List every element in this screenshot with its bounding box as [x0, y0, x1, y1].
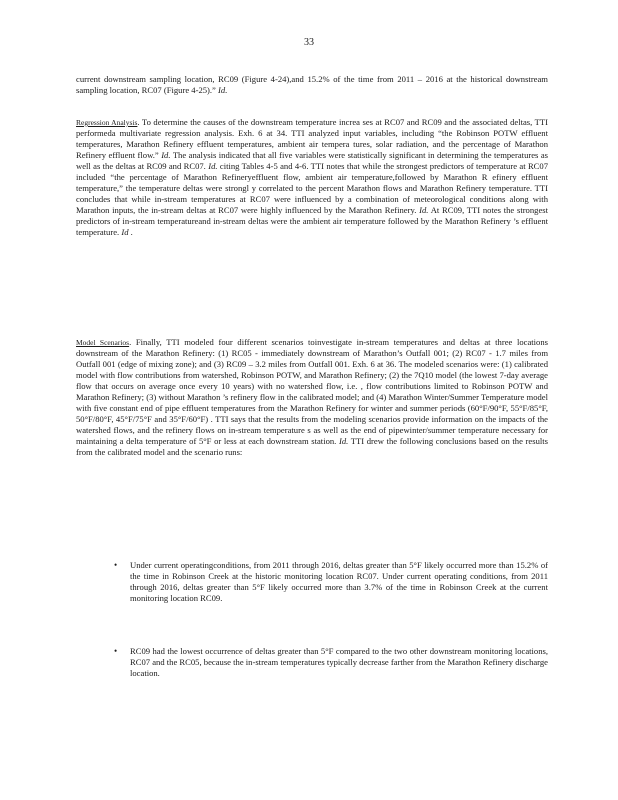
citation: Id. — [338, 436, 349, 446]
citation: Id — [121, 227, 129, 237]
list-item-text: RC09 had the lowest occurrence of deltas greater than 5°F compared to the two other downstream monitoring locations, RC07 and the RC05, because the in-stream temperatures typically decrease farther from the Marathon Refinery discharge location. — [130, 646, 548, 678]
paragraph-1 — [76, 74, 548, 96]
citation: Id. — [419, 205, 429, 215]
list-item-text: Under current operatingconditions, from 2011 through 2016, deltas greater than 5°F likely occurred more than 15.2% of the time in Robinson Creek at the historic monitoring location RC07. Under current operating conditions, from 2011 through 2016, deltas greater than 5°F likely occurred more than 3.7% of the time in Robinson Creek at the current monitoring location RC09. — [130, 560, 548, 603]
bullet-icon: • — [114, 560, 118, 570]
paragraph-text: The analysis indicated that all five variables were statistically significant in determining the temperatures as well as the deltas at RC09 and RC07. — [76, 150, 548, 171]
paragraph-regression-analysis — [76, 117, 548, 238]
paragraph-text: . Finally, TTI modeled four different scenarios toinvestigate in-stream temperatures and deltas at three locations downstream of the Marathon Refinery: (1) RC05 - immediately downstream of Marathon’s Outfall 001; (2) RC07 - 1.7 miles from Outfall 001 (edge of mixing zone); and (3) RC09 – 3.2 miles from Outfall 001. Exh. 6 at 36. The modeled scenarios were: (1) calibrated model with flow contributions from watershed, Robinson POTW, and Marathon Refinery; (2) the 7Q10 model (the lowest 7-day average flow that occurs on average once every 10 years) with no watershed flow, i.e. , flow contributions limited to Robinson POTW and Marathon Refinery; (3) without Marathon ’s refinery flow in the calibrated model; and (4) Marathon Winter/Summer Temperature model with five constant end of pipe effluent temperatures from the Marathon Refinery for winter and summer periods (60°F/90°F, 55°F/85°F, 50°F/80°F, 45°F/75°F and 35°F/60°F) . TTI says that the results from the modeling scenarios provide information on the impacts of the watershed flows, and the refinery flows on in-stream temperature s as well as the end of pipewinter/summer temperature necessary for maintaining a delta temperature of 5°F or less at each downstream station. — [76, 337, 548, 446]
section-heading: Regression Analysis — [76, 118, 138, 127]
bullet-icon: • — [114, 646, 118, 656]
paragraph-model-scenarios — [76, 337, 548, 458]
page-number: 33 — [304, 37, 314, 48]
citation: Id. — [208, 161, 218, 171]
paragraph-text: citing Tables 4-5 and 4-6. TTI notes that while the strongest predictors of temperature at RC07 included “the percentage of Marathon Refineryeffluent flow, ambient air temperature,followed by Marathon R efinery effluent temperature,” the temperature deltas were strongl y correlated to the percent Marathon flows and Marathon Refinery temperature. TTI concludes that while in-stream temperatures at RC07 were influenced by a combination of meteorological conditions along with Marathon inputs, the in-stream deltas at RC07 were highly influenced by the Marathon Refinery. — [76, 161, 548, 215]
citation: Id. — [161, 150, 171, 160]
paragraph-text: At RC09, TTI notes the strongest predictors of in-stream temperatureand in-stream deltas were the ambient air temperature followed by the Marathon Refinery ’s effluent temperature. — [76, 205, 548, 237]
citation: Id. — [218, 85, 228, 95]
list-item — [114, 646, 548, 679]
list-item — [114, 560, 548, 604]
section-heading: Model Scenarios — [76, 338, 130, 347]
paragraph-text: TTI drew the following conclusions based on the results from the calibrated model and the scenario runs: — [76, 436, 548, 457]
paragraph-1-text: current downstream sampling location, RC09 (Figure 4-24),and 15.2% of the time from 2011 – 2016 at the historical downstream sampling location, RC07 (Figure 4-25).” — [76, 74, 548, 95]
paragraph-text: . To determine the causes of the downstream temperature increa ses at RC07 and RC09 and the associated deltas, TTI performeda multivariate regression analysis. Exh. 6 at 34. TTI analyzed input variables, including “the Robinson POTW effluent temperatures, Marathon Refinery effluent temperatures, ambient air tempera tures, solar radiation, and the percentage of Marathon Refinery effluent flow.” — [76, 117, 548, 160]
paragraph-end: . — [130, 227, 133, 237]
